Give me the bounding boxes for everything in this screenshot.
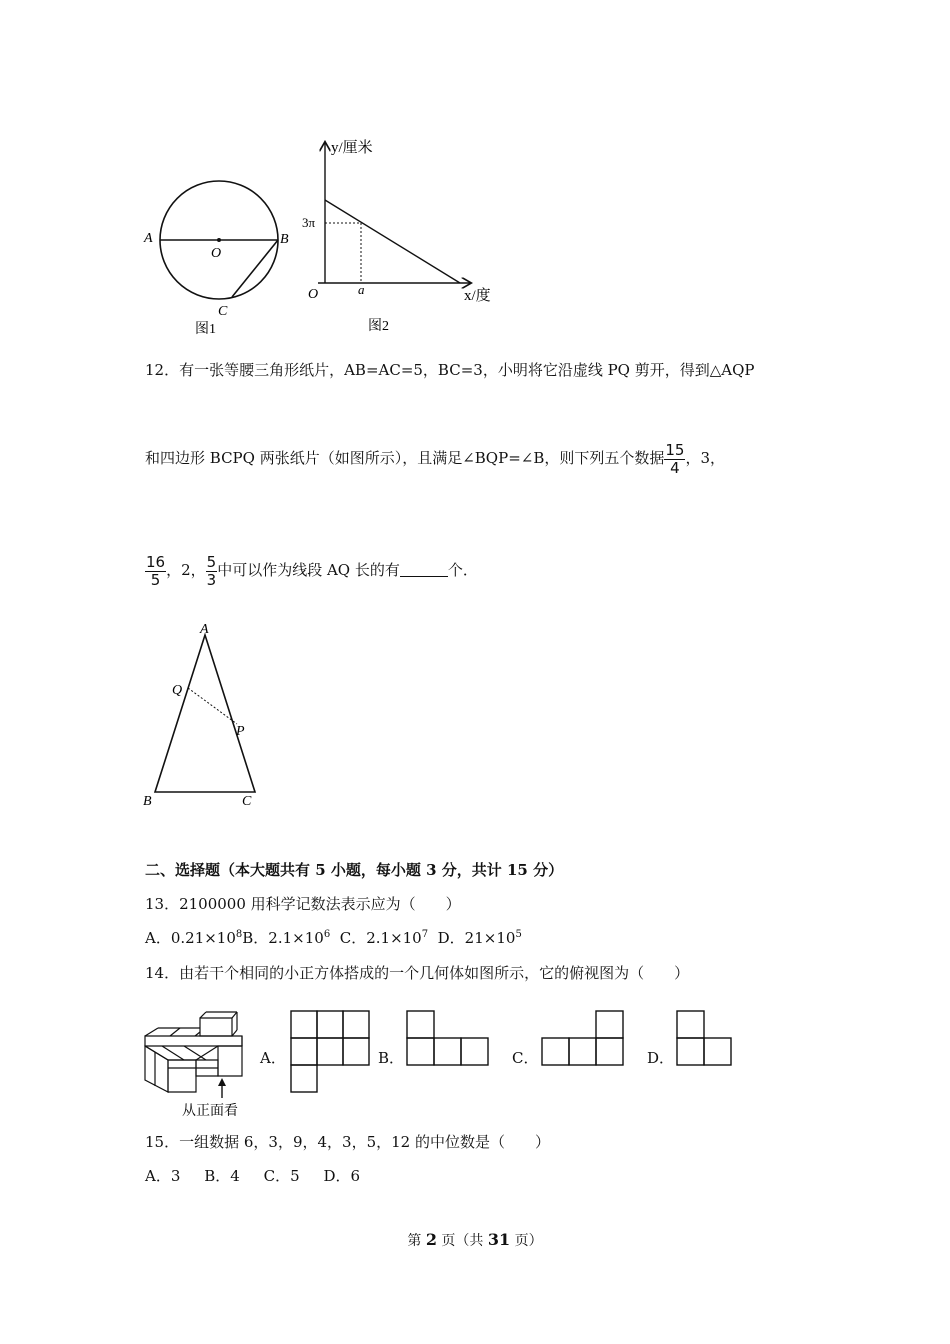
- dashed-pq: [188, 688, 237, 724]
- q15-option-a: A．3: [145, 1167, 181, 1185]
- section-2-heading: 二、选择题（本大题共有 5 小题，每小题 3 分，共计 15 分）: [145, 861, 564, 879]
- q12-line2: [145, 440, 725, 477]
- q12-line3-text: 中可以作为线段 AQ 长的有: [217, 561, 400, 579]
- tri-a-label: A: [200, 622, 209, 637]
- front-view-label: 从正面看: [182, 1104, 238, 1119]
- q13-option-b: B．$2.1\times 10^6$: [242, 929, 331, 947]
- tri-b-label: B: [143, 794, 152, 809]
- page-footer: 第 2 页（共 31 页）: [407, 1230, 543, 1249]
- fraction-5-3: $\frac{5}{3}$: [206, 552, 217, 589]
- q14-stem: 14．由若干个相同的小正方体搭成的一个几何体如图所示，它的俯视图为（ ）: [145, 964, 690, 982]
- tri-c-label: C: [242, 794, 252, 809]
- q12-line1: 12．有一张等腰三角形纸片，AB=AC=5，BC=3，小明将它沿虚线 PQ 剪开，得到△AQP: [145, 361, 755, 379]
- point-c-label: C: [218, 304, 228, 319]
- q14-option-d-grid: [676, 1010, 736, 1067]
- q15-option-c: C．5: [263, 1167, 300, 1185]
- q13-option-c: C．$2.1\times 10^7$: [339, 929, 429, 947]
- q14-option-c-grid: [541, 1010, 626, 1067]
- figure-2-graph: [300, 135, 510, 340]
- q15-options: [145, 1166, 360, 1186]
- q12-mid: ，2，: [166, 561, 206, 579]
- q13-stem: 13．2100000 用科学记数法表示应为（ ）: [145, 895, 461, 913]
- point-b-label: B: [280, 232, 289, 247]
- q14-option-d-label: D．: [647, 1049, 675, 1067]
- q14-option-a-grid: [290, 1010, 370, 1094]
- cube-stack-figure: [140, 1008, 260, 1120]
- triangle-abc: [155, 635, 255, 792]
- origin-label: O: [308, 287, 319, 302]
- q15-option-d: D．6: [323, 1167, 361, 1185]
- x-tick-label: a: [358, 282, 365, 297]
- tri-q-label: Q: [172, 683, 183, 698]
- q15-stem: 15．一组数据 6，3，9，4，3，5，12 的中位数是（ ）: [145, 1133, 550, 1151]
- fraction-15-4: $\frac{15}{4}$: [665, 440, 685, 477]
- y-tick-label: 3π: [302, 215, 316, 230]
- q14-option-c-label: C．: [512, 1049, 539, 1067]
- q14-option-a-label: A．: [260, 1049, 286, 1067]
- fraction-16-5: $\frac{16}{5}$: [146, 552, 166, 589]
- figure-1-caption: 图1: [195, 322, 216, 337]
- triangle-figure: [138, 620, 268, 815]
- q14-option-b-label: B．: [378, 1049, 405, 1067]
- figure-2-caption: 图2: [368, 319, 389, 334]
- x-axis-label: x/度: [464, 288, 491, 304]
- figure-1-circle: [140, 175, 300, 345]
- total-page-number: 31: [487, 1230, 511, 1249]
- q12-line3-tail: 个．: [447, 561, 478, 579]
- graph-line: [325, 200, 460, 283]
- q13-option-d: D．$21\times 10^5$: [437, 929, 522, 947]
- point-a-label: A: [144, 231, 153, 246]
- q13-option-a: A．$0.21\times 10^8$: [145, 929, 243, 947]
- q12-line3: [145, 550, 478, 590]
- current-page-number: 2: [425, 1230, 437, 1249]
- tri-p-label: P: [236, 724, 245, 739]
- y-axis-label: y/厘米: [331, 140, 373, 156]
- q12-after-frac1: ，3，: [685, 449, 725, 467]
- center-dot: [217, 238, 221, 242]
- q13-options: [145, 928, 522, 948]
- q14-option-b-grid: [406, 1010, 491, 1067]
- q15-option-b: B．4: [204, 1167, 240, 1185]
- point-o-label: O: [211, 246, 222, 261]
- q12-line2-text: 和四边形 BCPQ 两张纸片（如图所示），且满足∠BQP=∠B，则下列五个数据: [145, 449, 665, 467]
- view-arrow-head: [218, 1078, 226, 1086]
- answer-blank: [400, 562, 448, 577]
